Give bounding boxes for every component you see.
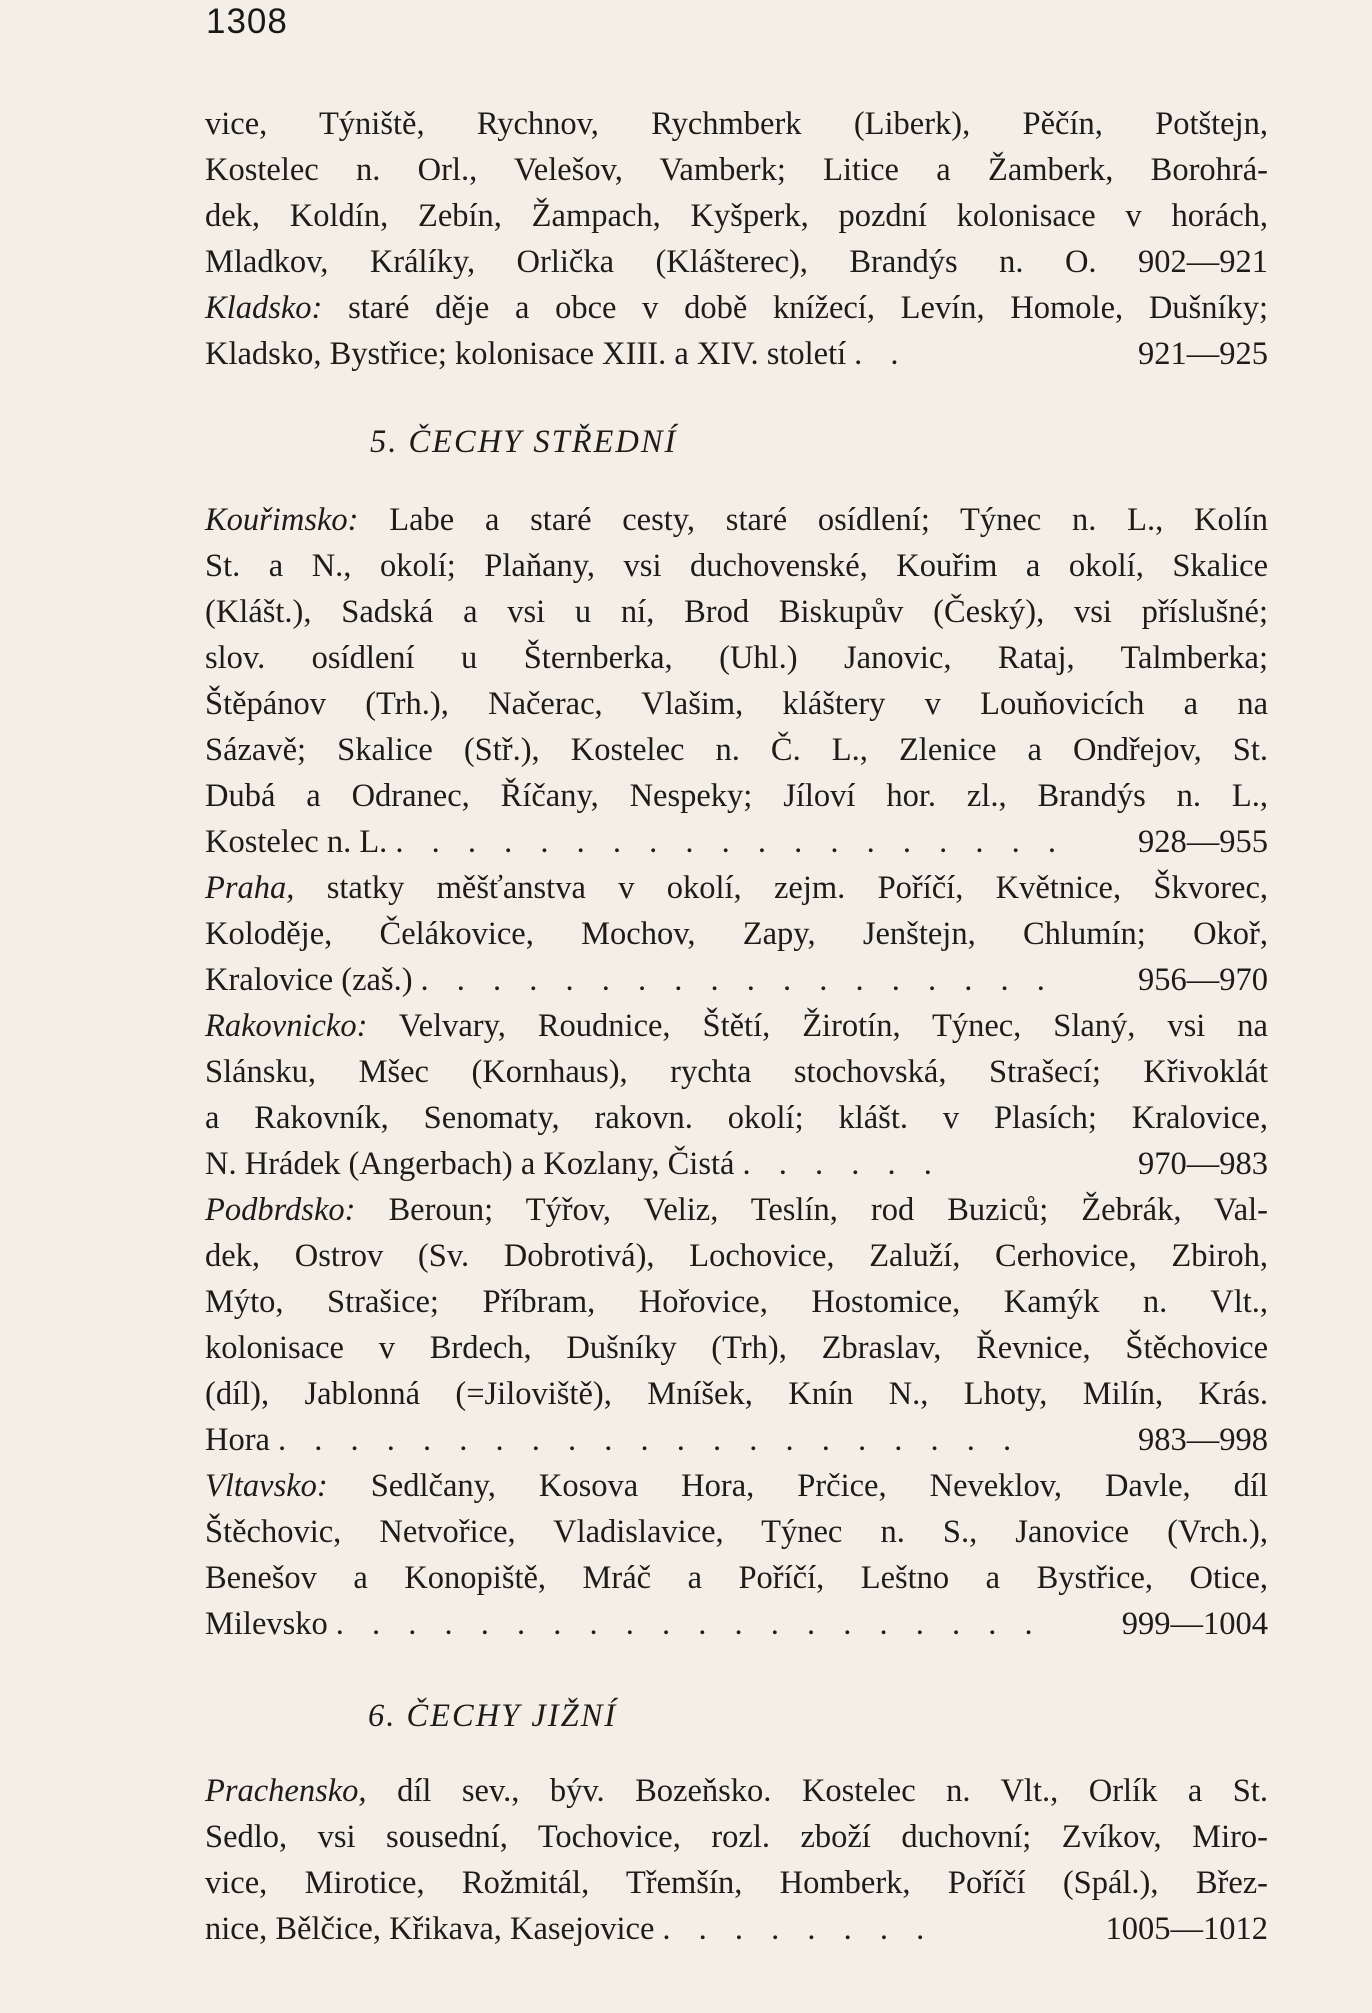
page-range: 983—998 (1138, 1422, 1268, 1458)
text-line: a Rakovník, Senomaty, rakovn. okolí; klášt. v Plasích; Kralovice, (205, 1100, 1268, 1136)
text-line (205, 865, 1268, 911)
entry-text: Beroun; Týřov, Veliz, Teslín, rod Buziců; Žebrák, Val- (388, 1192, 1269, 1228)
text-line: slov. osídlení u Šternberka, (Uhl.) Janovic, Rataj, Talmberka; (205, 640, 1268, 676)
text-line (205, 1463, 1268, 1509)
text-line (205, 1187, 1268, 1233)
text-line: Benešov a Konopiště, Mráč a Poříčí, Leštno a Bystřice, Otice, (205, 1560, 1268, 1596)
region-name: Vltavsko: (205, 1468, 328, 1504)
page-range: 999—1004 (1121, 1606, 1268, 1642)
continuation-paragraph (205, 101, 1268, 285)
entry-text: Kladsko, Bystřice; kolonisace XIII. a XIV. století (205, 336, 847, 372)
page-number: 1308 (206, 2, 288, 41)
text-line: (Klášt.), Sadská a vsi u ní, Brod Biskupův (Český), vsi příslušné; (205, 594, 1268, 630)
page-range: 1005—1012 (1105, 1911, 1268, 1947)
entry-text: N. Hrádek (Angerbach) a Kozlany, Čistá (205, 1146, 735, 1182)
region-name: Rakovnicko: (205, 1008, 368, 1044)
page-range: 928—955 (1138, 824, 1268, 860)
text-line: Mýto, Strašice; Příbram, Hořovice, Hostomice, Kamýk n. Vlt., (205, 1284, 1268, 1320)
entry-text: statky měšťanstva v okolí, zejm. Poříčí, Květnice, Škvorec, (326, 870, 1268, 906)
toc-line (205, 819, 1268, 865)
entry-rakovnicko (205, 1003, 1268, 1187)
toc-line (205, 1601, 1268, 1647)
text-line: vice, Týniště, Rychnov, Rychmberk (Liberk), Pěčín, Potštejn, (205, 106, 1268, 142)
entry-text: nice, Bělčice, Křikava, Kasejovice (205, 1911, 655, 1947)
leader-dots: . . . . . . . . . . . . . . . . . . . (395, 824, 1066, 860)
text-line: (díl), Jablonná (=Jiloviště), Mníšek, Knín N., Lhoty, Milín, Krás. (205, 1376, 1268, 1412)
text-line: Slánsku, Mšec (Kornhaus), rychta stochovská, Strašecí; Křivoklát (205, 1054, 1268, 1090)
entry-praha (205, 865, 1268, 1003)
section-number: 6. (368, 1698, 397, 1734)
text-line: Sedlo, vsi sousední, Tochovice, rozl. zboží duchovní; Zvíkov, Miro- (205, 1819, 1268, 1855)
entry-kourimsko (205, 497, 1268, 865)
entry-text: Hora (205, 1422, 270, 1458)
text-line: Koloděje, Čelákovice, Mochov, Zapy, Jenštejn, Chlumín; Okoř, (205, 916, 1268, 952)
page-range: 970—983 (1138, 1146, 1268, 1182)
text-line: dek, Koldín, Zebín, Žampach, Kyšperk, pozdní kolonisace v horách, (205, 198, 1268, 234)
entry-text: díl sev., býv. Bozeňsko. Kostelec n. Vlt., Orlík a St. (397, 1773, 1268, 1809)
text-line: Mladkov, Králíky, Orlička (Klášterec), Brandýs n. O. 902—921 (205, 244, 1268, 280)
text-line: Štěpánov (Trh.), Načerac, Vlašim, kláštery v Louňovicích a na (205, 686, 1268, 722)
entry-text: Kostelec n. L. (205, 824, 388, 860)
leader-dots: . . . . . . (742, 1146, 942, 1182)
entry-podbrdsko (205, 1187, 1268, 1463)
leader-dots: . . . . . . . . (662, 1911, 935, 1947)
entry-text: Milevsko (205, 1606, 328, 1642)
text-line (205, 285, 1268, 331)
entry-vltavsko (205, 1463, 1268, 1647)
toc-line (205, 957, 1268, 1003)
text-line: vice, Mirotice, Rožmitál, Třemšín, Homberk, Poříčí (Spál.), Břez- (205, 1865, 1268, 1901)
page-range: 956—970 (1138, 962, 1268, 998)
leader-dots: . . . . . . . . . . . . . . . . . . . . (335, 1606, 1043, 1642)
region-name: Podbrdsko: (205, 1192, 356, 1228)
text-line: Štěchovic, Netvořice, Vladislavice, Týnec n. S., Janovice (Vrch.), (205, 1514, 1268, 1550)
entry-kladsko (205, 285, 1268, 377)
region-name: Praha, (205, 870, 295, 906)
text-line: kolonisace v Brdech, Dušníky (Trh), Zbraslav, Řevnice, Štěchovice (205, 1330, 1268, 1366)
text-line: St. a N., okolí; Plaňany, vsi duchovenské, Kouřim a okolí, Skalice (205, 548, 1268, 584)
text-line: Kostelec n. Orl., Velešov, Vamberk; Litice a Žamberk, Borohrá- (205, 152, 1268, 188)
entry-text: Sedlčany, Kosova Hora, Prčice, Neveklov, Davle, díl (370, 1468, 1268, 1504)
text-line: dek, Ostrov (Sv. Dobrotivá), Lochovice, Zaluží, Cerhovice, Zbiroh, (205, 1238, 1268, 1274)
section-heading (370, 424, 677, 461)
region-name: Prachensko, (205, 1773, 367, 1809)
section-title: ČECHY STŘEDNÍ (408, 424, 678, 460)
text-line (205, 497, 1268, 543)
entry-prachensko (205, 1768, 1268, 1952)
toc-line (205, 331, 1268, 377)
leader-dots: . . . . . . . . . . . . . . . . . . (420, 962, 1055, 998)
text-line (205, 1768, 1268, 1814)
page-range: 921—925 (1138, 336, 1268, 372)
toc-line (205, 1141, 1268, 1187)
toc-line (205, 1906, 1268, 1952)
text-line (205, 1003, 1268, 1049)
leader-dots: . . . . . . . . . . . . . . . . . . . . . (277, 1422, 1022, 1458)
entry-text: Labe a staré cesty, staré osídlení; Týnec n. L., Kolín (389, 502, 1269, 538)
section-heading (368, 1698, 617, 1735)
region-name: Kladsko: (205, 290, 323, 326)
section-title: ČECHY JIŽNÍ (406, 1698, 618, 1734)
entry-text: staré děje a obce v době knížecí, Levín, Homole, Dušníky; (348, 290, 1269, 326)
toc-line (205, 1417, 1268, 1463)
leader-dots: . . (854, 336, 909, 372)
entry-text: Kralovice (zaš.) (205, 962, 413, 998)
entry-text: Velvary, Roudnice, Štětí, Žirotín, Týnec, Slaný, vsi na (398, 1008, 1268, 1044)
section-number: 5. (370, 424, 399, 460)
text-line: Sázavě; Skalice (Stř.), Kostelec n. Č. L., Zlenice a Ondřejov, St. (205, 732, 1268, 768)
text-line: Dubá a Odranec, Říčany, Nespeky; Jíloví hor. zl., Brandýs n. L., (205, 778, 1268, 814)
region-name: Kouřimsko: (205, 502, 359, 538)
